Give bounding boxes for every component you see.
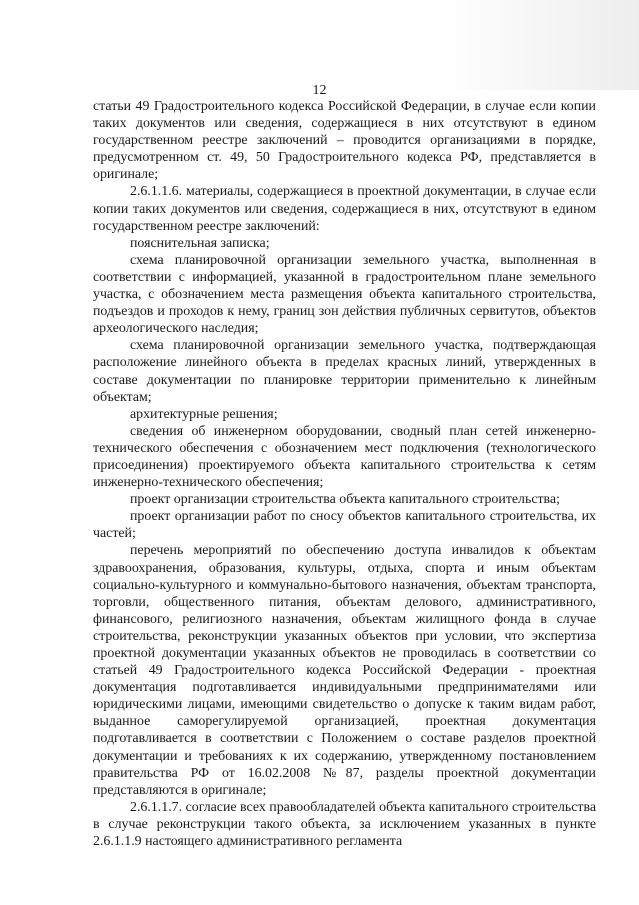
list-item-construction-project: проект организации строительства объекта капитального строительства; xyxy=(130,492,560,508)
page-number: 12 xyxy=(312,83,327,98)
list-item-engineering-equipment: сведения об инженерном оборудовании, сводный план сетей инженерно-технического обеспечения с обозначением мест подключения (технологического присоединения) проектируемого объекта капитального строительства к сетям инженерно-технического обеспечения; xyxy=(93,423,596,491)
list-item-accessibility-measures: перечень мероприятий по обеспечению доступа инвалидов к объектам здравоохранения, образования, культуры, отдыха, спорта и иным объектам социально-культурного и коммунально-бытового назначения, объектам транспорта, торговли, общественного питания, объектам делового, административного, финансового, религиозного назначения, объектам жилищного фонда в случае строительства, реконструкции указанных объектов при условии, что экспертиза проектной документации указанных объектов не проводилась в соответствии со статьей 49 Градостроительного кодекса Российской Федерации - проектная документация подготавливается индивидуальными предпринимателями или юридическими лицами, имеющими свидетельство о допуске к таким видам работ, выданное саморегулируемой организацией, проектная документация подготавливается в соответствии с Положением о составе разделов проектной документации и требованиях к их содержанию, утвержденному постановлением правительства РФ от 16.02.2008 №87, разделы проектной документации представляются в оригинале; xyxy=(93,543,596,798)
paragraph-continuation: статьи 49 Градостроительного кодекса Российской Федерации, в случае если копии таких документов или сведения, содержащиеся в них отсутствуют в едином государственном реестре заключений – проводится организациями в порядке, предусмотренном ст. 49, 50 Градостроительного кодекса РФ, представляется в оригинале; xyxy=(93,99,596,183)
list-item-land-plot-scheme: схема планировочной организации земельного участка, выполненная в соответствии с информацией, указанной в градостроительном плане земельного участка, с обозначением места размещения объекта капитального строительства, подъездов и проходов к нему, границ зон действия публичных сервитутов, объектов археологического наследия; xyxy=(93,252,596,337)
paragraph-2-6-1-1-7: 2.6.1.1.7. согласие всех правообладателей объекта капитального строительства в случае реконструкции такого объекта, за исключением указанных в пункте 2.6.1.1.9 настоящего административного регламента xyxy=(93,799,596,850)
list-item-linear-object-scheme: схема планировочной организации земельного участка, подтверждающая расположение линейного объекта в пределах красных линий, утвержденных в составе документации по планировке территории применительно к линейным объектам; xyxy=(93,338,596,405)
list-item-explanatory-note: пояснительная записка; xyxy=(130,235,270,251)
paragraph-2-6-1-1-6: 2.6.1.1.6. материалы, содержащиеся в проектной документации, в случае если копии таких документов или сведения, содержащиеся в них, отсутствуют в едином государственном реестре заключений: xyxy=(93,184,596,234)
document-body xyxy=(93,98,596,850)
list-item-demolition-project: проект организации работ по сносу объектов капитального строительства, их частей; xyxy=(93,509,596,542)
list-item-architectural-solutions: архитектурные решения; xyxy=(130,406,278,422)
scan-shadow xyxy=(439,0,639,90)
